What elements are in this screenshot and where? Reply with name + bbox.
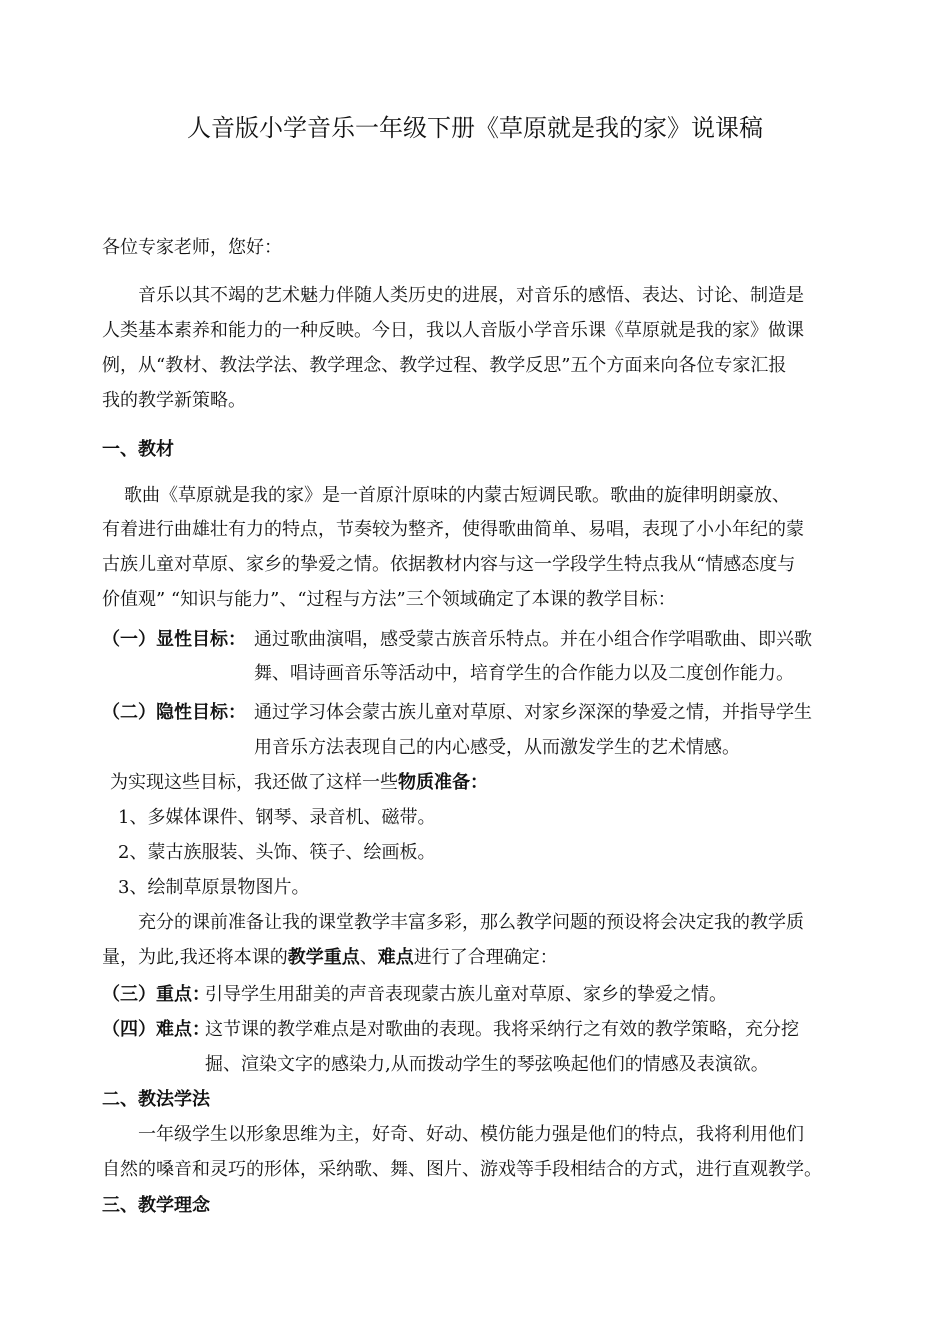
- goal-text: 舞、唱诗画音乐等活动中，培育学生的合作能力以及二度创作能力。: [254, 663, 794, 684]
- list-item: 1、多媒体课件、钢琴、录音机、磁带。: [118, 807, 436, 828]
- focus-sep: 、: [359, 947, 378, 968]
- goal-label: （二）隐性目标：: [102, 702, 246, 723]
- list-item: 2、蒙古族服装、头饰、筷子、绘画板。: [118, 842, 436, 863]
- diff-label: （四）难点：: [102, 1019, 210, 1040]
- section-heading: 三、教学理念: [102, 1195, 210, 1216]
- key-text: 引导学生用甜美的声音表现蒙古族儿童对草原、家乡的挚爱之情。: [205, 984, 727, 1005]
- intro-line: 我的教学新策略。: [102, 390, 246, 411]
- paragraph-line: 价值观” “知识与能力”、“过程与方法”三个领域确定了本课的教学目标：: [102, 589, 676, 610]
- prep-intro-text: 为实现这些目标，我还做了这样一些: [110, 772, 398, 793]
- goal-text: 用音乐方法表现自己的内心感受，从而激发学生的艺术情感。: [254, 737, 740, 758]
- focus-bold: 难点: [377, 947, 414, 968]
- intro-line: 例，从“教材、教法学法、教学理念、教学过程、教学反思”五个方面来向各位专家汇报: [102, 355, 787, 376]
- document-title: 人音版小学音乐一年级下册《草原就是我的家》说课稿: [187, 114, 763, 142]
- intro-line: 人类基本素养和能力的一种反映。今日，我以人音版小学音乐课《草原就是我的家》做课: [102, 320, 804, 341]
- goal-label: （一）显性目标：: [102, 629, 246, 650]
- paragraph-line: 充分的课前准备让我的课堂教学丰富多彩，那么教学问题的预设将会决定我的教学质: [138, 912, 804, 933]
- goal-text: 通过学习体会蒙古族儿童对草原、对家乡深深的挚爱之情，并指导学生: [254, 702, 812, 723]
- prep-intro: [110, 771, 488, 795]
- paragraph-line: 有着进行曲雄壮有力的特点，节奏较为整齐，使得歌曲简单、易唱，表现了小小年纪的蒙: [102, 519, 804, 540]
- focus-text: 量，为此,我还将本课的: [102, 947, 288, 968]
- focus-tail: 进行了合理确定：: [413, 947, 558, 968]
- paragraph-line: 歌曲《草原就是我的家》是一首原汁原味的内蒙古短调民歌。歌曲的旋律明朗豪放、: [124, 485, 790, 506]
- section-heading: 一、教材: [102, 439, 174, 460]
- paragraph-line: 古族儿童对草原、家乡的挚爱之情。依据教材内容与这一学段学生特点我从“情感态度与: [102, 554, 796, 575]
- greeting: 各位专家老师，您好：: [102, 237, 282, 258]
- focus-line: [102, 946, 558, 970]
- intro-line: 音乐以其不竭的艺术魅力伴随人类历史的进展，对音乐的感悟、表达、讨论、制造是: [138, 285, 804, 306]
- paragraph-line: 自然的嗓音和灵巧的形体，采纳歌、舞、图片、游戏等手段相结合的方式，进行直观教学。: [102, 1159, 822, 1180]
- goal-text: 通过歌曲演唱，感受蒙古族音乐特点。并在小组合作学唱歌曲、即兴歌: [254, 629, 812, 650]
- key-label: （三）重点：: [102, 984, 210, 1005]
- diff-text: 这节课的教学难点是对歌曲的表现。我将采纳行之有效的教学策略，充分挖: [205, 1019, 799, 1040]
- focus-bold: 教学重点: [287, 947, 360, 968]
- section-heading: 二、教法学法: [102, 1089, 210, 1110]
- diff-text: 掘、渲染文字的感染力,从而拨动学生的琴弦唤起他们的情感及表演欲。: [205, 1054, 769, 1075]
- prep-bold: 物质准备：: [398, 772, 488, 793]
- list-item: 3、绘制草原景物图片。: [118, 877, 310, 898]
- paragraph-line: 一年级学生以形象思维为主，好奇、好动、模仿能力强是他们的特点，我将利用他们: [138, 1124, 804, 1145]
